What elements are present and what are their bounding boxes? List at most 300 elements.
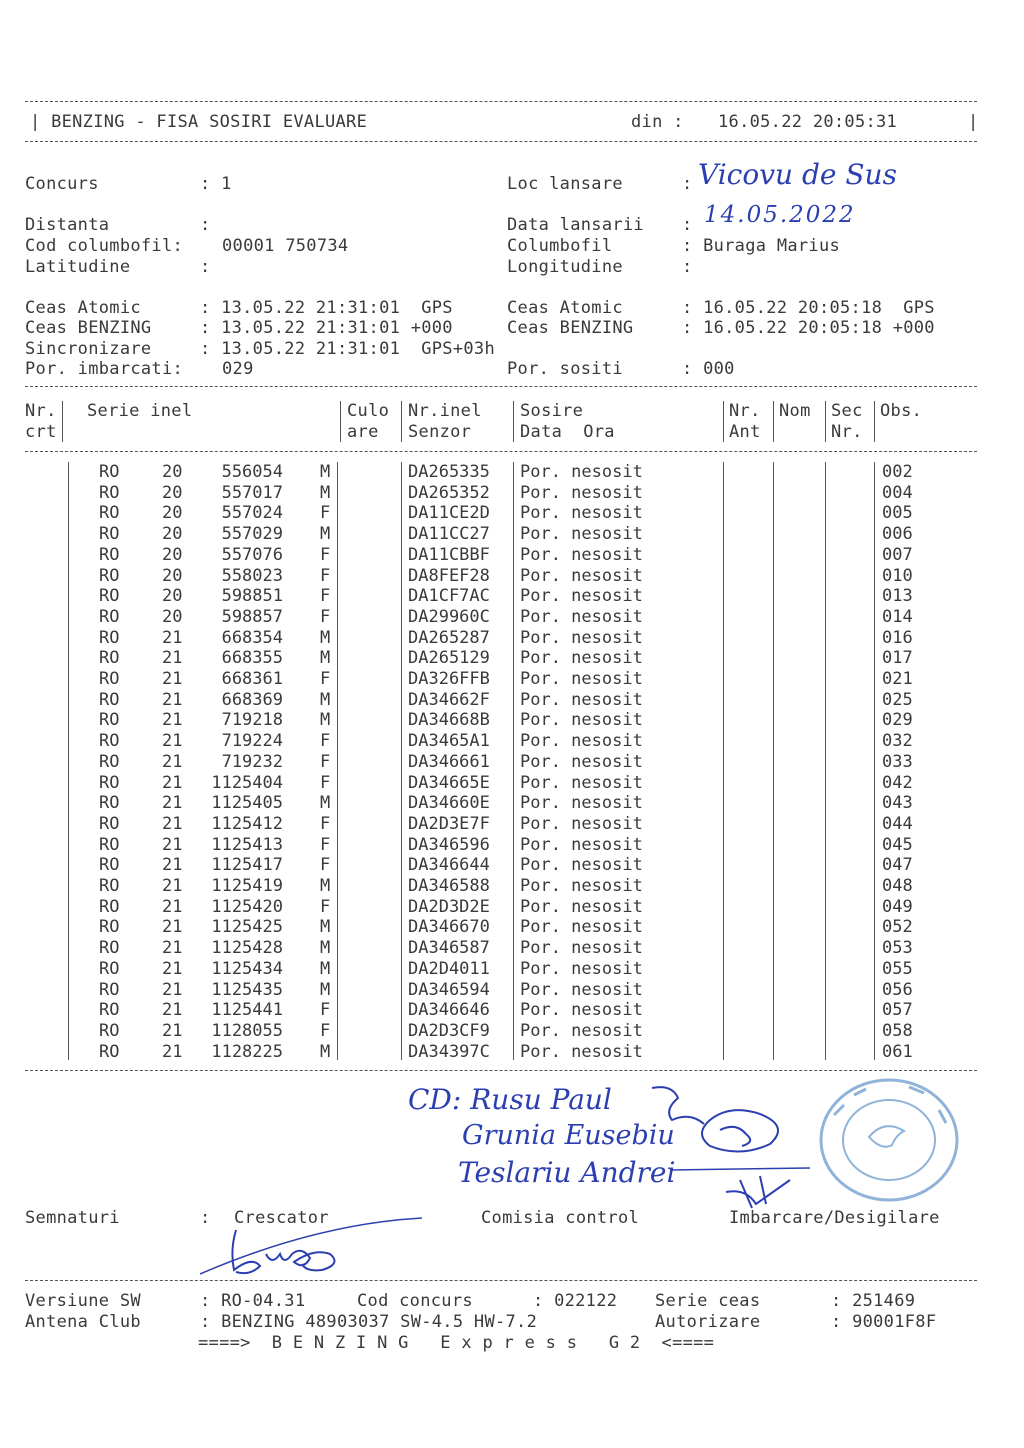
ring-number: 1125435 <box>211 979 283 1000</box>
longitudine-label: Longitudine <box>507 257 623 277</box>
arrival-status: Por. nesosit <box>520 813 643 834</box>
sensor-id: DA265287 <box>408 627 490 648</box>
autorizare-value: : 90001F8F <box>831 1312 937 1332</box>
ring-number: 1125412 <box>211 813 283 834</box>
ring-year: 20 <box>162 503 183 524</box>
country-code: RO <box>99 565 120 586</box>
table-row <box>0 524 1024 545</box>
obs-number: 047 <box>882 855 913 876</box>
arrival-status: Por. nesosit <box>520 669 643 689</box>
country-code: RO <box>99 938 120 959</box>
obs-number: 053 <box>882 938 913 959</box>
start-benzing-value: : 13.05.22 21:31:01 +000 <box>200 318 453 338</box>
crescator-label: Crescator <box>234 1208 329 1228</box>
country-code: RO <box>99 710 120 731</box>
sensor-id: DA346670 <box>408 917 490 938</box>
start-atomic-label: Ceas Atomic <box>25 298 141 318</box>
sensor-id: DA346594 <box>408 979 490 1000</box>
longitudine-colon: : <box>682 257 693 277</box>
country-code: RO <box>99 793 120 814</box>
ring-year: 20 <box>162 524 183 545</box>
table-row <box>0 1042 1024 1063</box>
arrival-status: Por. nesosit <box>520 503 643 524</box>
imbarcati-label: Por. imbarcati: <box>25 359 184 379</box>
arrival-status: Por. nesosit <box>520 648 643 669</box>
sensor-id: DA2D3CF9 <box>408 1020 490 1041</box>
semnaturi-colon: : <box>200 1208 211 1228</box>
sincronizare-label: Sincronizare <box>25 339 152 359</box>
end-atomic-value: : 16.05.22 20:05:18 GPS <box>682 298 935 318</box>
imbarcare-desigilare-label: Imbarcare/Desigilare <box>729 1208 940 1228</box>
distanta-colon: : <box>200 215 211 235</box>
sex: F <box>320 1000 331 1021</box>
commission-signatures-icon <box>640 1080 810 1220</box>
country-code: RO <box>99 896 120 917</box>
sex: M <box>320 627 331 648</box>
obs-number: 029 <box>882 710 913 731</box>
sensor-id: DA34397C <box>408 1041 490 1062</box>
ring-year: 21 <box>162 793 183 814</box>
table-row <box>0 917 1024 938</box>
commission-name-2: Grunia Eusebiu <box>462 1120 675 1151</box>
arrival-status: Por. nesosit <box>520 793 643 814</box>
ring-year: 21 <box>162 979 183 1000</box>
columbofil-label: Columbofil <box>507 236 613 256</box>
end-benzing-label: Ceas BENZING <box>507 318 634 338</box>
ring-year: 21 <box>162 648 183 669</box>
country-code: RO <box>99 751 120 772</box>
arrival-status: Por. nesosit <box>520 958 643 979</box>
country-code: RO <box>99 462 120 482</box>
ring-year: 20 <box>162 565 183 586</box>
sensor-id: DA11CE2D <box>408 503 490 524</box>
versiune-sw-label: Versiune SW <box>25 1291 141 1311</box>
arrival-status: Por. nesosit <box>520 772 643 793</box>
ring-year: 21 <box>162 813 183 834</box>
sex: F <box>320 544 331 565</box>
ring-year: 21 <box>162 689 183 710</box>
ring-year: 20 <box>162 544 183 565</box>
sensor-id: DA3465A1 <box>408 731 490 752</box>
country-code: RO <box>99 731 120 752</box>
obs-number: 032 <box>882 731 913 752</box>
ring-year: 21 <box>162 731 183 752</box>
sensor-id: DA11CC27 <box>408 524 490 545</box>
ring-year: 21 <box>162 1041 183 1062</box>
sex: F <box>320 503 331 524</box>
start-atomic-value: : 13.05.22 21:31:01 GPS <box>200 298 453 318</box>
ring-number: 719218 <box>221 710 283 731</box>
commission-name-3: Teslariu Andrei <box>458 1156 676 1189</box>
country-code: RO <box>99 979 120 1000</box>
ring-number: 557076 <box>221 544 283 565</box>
country-code: RO <box>99 855 120 876</box>
ring-number: 1125428 <box>211 938 283 959</box>
table-row <box>0 586 1024 607</box>
antena-club-value: : BENZING 48903037 SW-4.5 HW-7.2 <box>200 1312 538 1332</box>
sensor-id: DA29960C <box>408 606 490 627</box>
obs-number: 033 <box>882 751 913 772</box>
table-row <box>0 669 1024 690</box>
arrival-status: Por. nesosit <box>520 938 643 959</box>
loc-lansare-handwritten: Vicovu de Sus <box>698 158 897 191</box>
country-code: RO <box>99 772 120 793</box>
country-code: RO <box>99 834 120 855</box>
table-row <box>0 566 1024 587</box>
sex: F <box>320 1020 331 1041</box>
obs-number: 058 <box>882 1020 913 1041</box>
table-row <box>0 938 1024 959</box>
sensor-id: DA34660E <box>408 793 490 814</box>
columbofil-value: : Buraga Marius <box>682 236 841 256</box>
ring-number: 598857 <box>221 606 283 627</box>
arrival-status: Por. nesosit <box>520 524 643 545</box>
col-nr-ant-2: Ant <box>729 422 761 442</box>
latitudine-colon: : <box>200 257 211 277</box>
arrival-status: Por. nesosit <box>520 627 643 648</box>
arrival-status: Por. nesosit <box>520 482 643 503</box>
ring-number: 1125404 <box>211 772 283 793</box>
table-row <box>0 731 1024 752</box>
ring-year: 21 <box>162 917 183 938</box>
country-code: RO <box>99 958 120 979</box>
sositi-value: : 000 <box>682 359 735 379</box>
ring-year: 21 <box>162 1000 183 1021</box>
loc-lansare-colon: : <box>682 174 693 194</box>
table-row <box>0 980 1024 1001</box>
sex: F <box>320 565 331 586</box>
country-code: RO <box>99 524 120 545</box>
ring-year: 21 <box>162 896 183 917</box>
arrival-status: Por. nesosit <box>520 979 643 1000</box>
obs-number: 007 <box>882 544 913 565</box>
arrival-status: Por. nesosit <box>520 544 643 565</box>
sex: F <box>320 855 331 876</box>
sensor-id: DA34668B <box>408 710 490 731</box>
arrival-status: Por. nesosit <box>520 896 643 917</box>
sensor-id: DA1CF7AC <box>408 586 490 607</box>
ring-number: 1125441 <box>211 1000 283 1021</box>
obs-number: 044 <box>882 813 913 834</box>
col-obs: Obs. <box>880 401 923 421</box>
table-row <box>0 1021 1024 1042</box>
sensor-id: DA11CBBF <box>408 544 490 565</box>
serie-ceas-value: : 251469 <box>831 1291 916 1311</box>
arrival-status: Por. nesosit <box>520 731 643 752</box>
table-row <box>0 607 1024 628</box>
obs-number: 049 <box>882 896 913 917</box>
country-code: RO <box>99 813 120 834</box>
sex: M <box>320 958 331 979</box>
table-row <box>0 462 1024 483</box>
cod-columbofil-value: 00001 750734 <box>222 236 349 256</box>
data-lansarii-label: Data lansarii <box>507 215 644 235</box>
table-top-divider <box>25 386 977 387</box>
comisia-control-label: Comisia control <box>481 1208 640 1228</box>
footer-divider <box>25 1280 977 1281</box>
sensor-id: DA265129 <box>408 648 490 669</box>
ring-number: 598851 <box>221 586 283 607</box>
arrival-status: Por. nesosit <box>520 710 643 731</box>
obs-number: 055 <box>882 958 913 979</box>
sex: M <box>320 876 331 896</box>
sensor-id: DA2D3D2E <box>408 896 490 917</box>
ring-number: 1125413 <box>211 834 283 855</box>
benzing-banner: ====> B E N Z I N G E x p r e s s G 2 <==== <box>198 1333 715 1353</box>
sensor-id: DA346661 <box>408 751 490 772</box>
sensor-id: DA346596 <box>408 834 490 855</box>
table-row <box>0 897 1024 918</box>
ring-year: 21 <box>162 855 183 876</box>
country-code: RO <box>99 586 120 607</box>
sex: M <box>320 917 331 938</box>
country-code: RO <box>99 627 120 648</box>
sex: F <box>320 751 331 772</box>
table-row <box>0 814 1024 835</box>
semnaturi-label: Semnaturi <box>25 1208 120 1228</box>
ring-number: 556054 <box>221 462 283 482</box>
commission-name-1: CD: Rusu Paul <box>408 1083 612 1116</box>
ring-number: 1128055 <box>211 1020 283 1041</box>
obs-number: 056 <box>882 979 913 1000</box>
table-row <box>0 835 1024 856</box>
data-lansarii-handwritten: 14.05.2022 <box>704 202 856 228</box>
imbarcati-value: 029 <box>222 359 254 379</box>
country-code: RO <box>99 1020 120 1041</box>
sensor-id: DA346646 <box>408 1000 490 1021</box>
table-row <box>0 876 1024 897</box>
obs-number: 045 <box>882 834 913 855</box>
sex: F <box>320 896 331 917</box>
col-nr-inel-2: Senzor <box>408 422 472 442</box>
sex: M <box>320 524 331 545</box>
obs-number: 043 <box>882 793 913 814</box>
cod-concurs-value: : 022122 <box>533 1291 618 1311</box>
title-end-bar: | <box>968 112 979 132</box>
ring-number: 1125420 <box>211 896 283 917</box>
arrival-status: Por. nesosit <box>520 689 643 710</box>
ring-number: 719232 <box>221 751 283 772</box>
arrival-status: Por. nesosit <box>520 1020 643 1041</box>
table-row <box>0 710 1024 731</box>
table-row <box>0 793 1024 814</box>
ring-number: 557024 <box>221 503 283 524</box>
sex: F <box>320 772 331 793</box>
obs-number: 010 <box>882 565 913 586</box>
ring-year: 21 <box>162 772 183 793</box>
sex: M <box>320 482 331 503</box>
country-code: RO <box>99 669 120 689</box>
sex: F <box>320 669 331 689</box>
col-nom: Nom <box>779 401 811 421</box>
country-code: RO <box>99 1000 120 1021</box>
cod-concurs-label: Cod concurs <box>357 1291 473 1311</box>
sex: M <box>320 462 331 482</box>
start-benzing-label: Ceas BENZING <box>25 318 152 338</box>
table-row <box>0 503 1024 524</box>
col-culoare-2: are <box>347 422 379 442</box>
ring-year: 21 <box>162 710 183 731</box>
sensor-id: DA326FFB <box>408 669 490 689</box>
sex: M <box>320 938 331 959</box>
arrival-status: Por. nesosit <box>520 876 643 896</box>
ring-number: 557017 <box>221 482 283 503</box>
antena-club-label: Antena Club <box>25 1312 141 1332</box>
date-label: din : <box>631 112 684 132</box>
country-code: RO <box>99 876 120 896</box>
document-title: | BENZING - FISA SOSIRI EVALUARE <box>30 112 368 132</box>
sensor-id: DA346587 <box>408 938 490 959</box>
obs-number: 006 <box>882 524 913 545</box>
table-row <box>0 483 1024 504</box>
ring-number: 1125419 <box>211 876 283 896</box>
col-sosire-1: Sosire <box>520 401 584 421</box>
obs-number: 013 <box>882 586 913 607</box>
ring-number: 1125417 <box>211 855 283 876</box>
ring-year: 20 <box>162 586 183 607</box>
arrival-status: Por. nesosit <box>520 586 643 607</box>
ring-year: 21 <box>162 669 183 689</box>
ring-number: 668361 <box>221 669 283 689</box>
table-header-divider <box>25 451 977 452</box>
sex: M <box>320 710 331 731</box>
ring-year: 20 <box>162 482 183 503</box>
loc-lansare-label: Loc lansare <box>507 174 623 194</box>
ring-year: 21 <box>162 958 183 979</box>
sex: M <box>320 689 331 710</box>
breeder-signature-icon <box>196 1214 432 1280</box>
ring-year: 21 <box>162 1020 183 1041</box>
ring-number: 719224 <box>221 731 283 752</box>
ring-year: 21 <box>162 834 183 855</box>
obs-number: 048 <box>882 876 913 896</box>
col-nr-crt-2: crt <box>25 422 57 442</box>
obs-number: 004 <box>882 482 913 503</box>
country-code: RO <box>99 503 120 524</box>
sensor-id: DA8FEF28 <box>408 565 490 586</box>
table-bottom-divider <box>25 1070 977 1071</box>
ring-number: 1125405 <box>211 793 283 814</box>
table-row <box>0 855 1024 876</box>
sensor-id: DA34665E <box>408 772 490 793</box>
obs-number: 061 <box>882 1041 913 1062</box>
ring-number: 1125425 <box>211 917 283 938</box>
header-top-divider <box>25 101 977 102</box>
col-nr-ant-1: Nr. <box>729 401 761 421</box>
col-nr-inel-1: Nr.inel <box>408 401 482 421</box>
obs-number: 005 <box>882 503 913 524</box>
sex: M <box>320 793 331 814</box>
ring-number: 557029 <box>221 524 283 545</box>
ring-year: 20 <box>162 462 183 482</box>
sositi-label: Por. sositi <box>507 359 623 379</box>
ring-year: 21 <box>162 938 183 959</box>
cod-columbofil-label: Cod columbofil: <box>25 236 184 256</box>
versiune-sw-value: : RO-04.31 <box>200 1291 306 1311</box>
arrival-status: Por. nesosit <box>520 462 643 482</box>
ring-year: 21 <box>162 751 183 772</box>
table-row <box>0 628 1024 649</box>
obs-number: 002 <box>882 462 913 482</box>
col-serie-inel: Serie inel <box>87 401 193 421</box>
country-code: RO <box>99 606 120 627</box>
sensor-id: DA2D3E7F <box>408 813 490 834</box>
ring-number: 1128225 <box>211 1041 283 1062</box>
ring-number: 558023 <box>221 565 283 586</box>
ring-number: 1125434 <box>211 958 283 979</box>
arrival-status: Por. nesosit <box>520 917 643 938</box>
arrival-status: Por. nesosit <box>520 855 643 876</box>
country-code: RO <box>99 1041 120 1062</box>
country-code: RO <box>99 648 120 669</box>
serie-ceas-label: Serie ceas <box>655 1291 761 1311</box>
obs-number: 025 <box>882 689 913 710</box>
ring-number: 668355 <box>221 648 283 669</box>
table-row <box>0 1000 1024 1021</box>
table-row <box>0 959 1024 980</box>
sincronizare-value: : 13.05.22 21:31:01 GPS+03h <box>200 339 495 359</box>
col-sec-nr-2: Nr. <box>831 422 863 442</box>
arrival-status: Por. nesosit <box>520 1041 643 1062</box>
latitudine-label: Latitudine <box>25 257 131 277</box>
table-row <box>0 773 1024 794</box>
country-code: RO <box>99 482 120 503</box>
table-row <box>0 690 1024 711</box>
sensor-id: DA265352 <box>408 482 490 503</box>
table-row <box>0 752 1024 773</box>
distanta-label: Distanta <box>25 215 110 235</box>
arrival-status: Por. nesosit <box>520 1000 643 1021</box>
association-stamp-icon <box>814 1075 964 1205</box>
sex: F <box>320 731 331 752</box>
sensor-id: DA346644 <box>408 855 490 876</box>
ring-year: 20 <box>162 606 183 627</box>
sensor-id: DA34662F <box>408 689 490 710</box>
sex: M <box>320 648 331 669</box>
col-culoare-1: Culo <box>347 401 390 421</box>
obs-number: 042 <box>882 772 913 793</box>
obs-number: 021 <box>882 669 913 689</box>
arrival-status: Por. nesosit <box>520 606 643 627</box>
country-code: RO <box>99 917 120 938</box>
data-lansarii-colon: : <box>682 215 693 235</box>
autorizare-label: Autorizare <box>655 1312 761 1332</box>
sex: F <box>320 813 331 834</box>
concurs-value: : 1 <box>200 174 232 194</box>
obs-number: 057 <box>882 1000 913 1021</box>
print-date: 16.05.22 20:05:31 <box>718 112 898 132</box>
arrival-status: Por. nesosit <box>520 565 643 586</box>
country-code: RO <box>99 689 120 710</box>
sex: M <box>320 979 331 1000</box>
col-sosire-2: Data Ora <box>520 422 615 442</box>
end-benzing-value: : 16.05.22 20:05:18 +000 <box>682 318 935 338</box>
col-nr-crt-1: Nr. <box>25 401 57 421</box>
sex: F <box>320 834 331 855</box>
sensor-id: DA2D4011 <box>408 958 490 979</box>
sex: M <box>320 1041 331 1062</box>
header-bottom-divider <box>25 141 977 142</box>
ring-number: 668369 <box>221 689 283 710</box>
obs-number: 016 <box>882 627 913 648</box>
sex: F <box>320 586 331 607</box>
sensor-id: DA265335 <box>408 462 490 482</box>
obs-number: 052 <box>882 917 913 938</box>
col-sec-nr-1: Sec <box>831 401 863 421</box>
sensor-id: DA346588 <box>408 876 490 896</box>
table-row <box>0 545 1024 566</box>
concurs-label: Concurs <box>25 174 99 194</box>
